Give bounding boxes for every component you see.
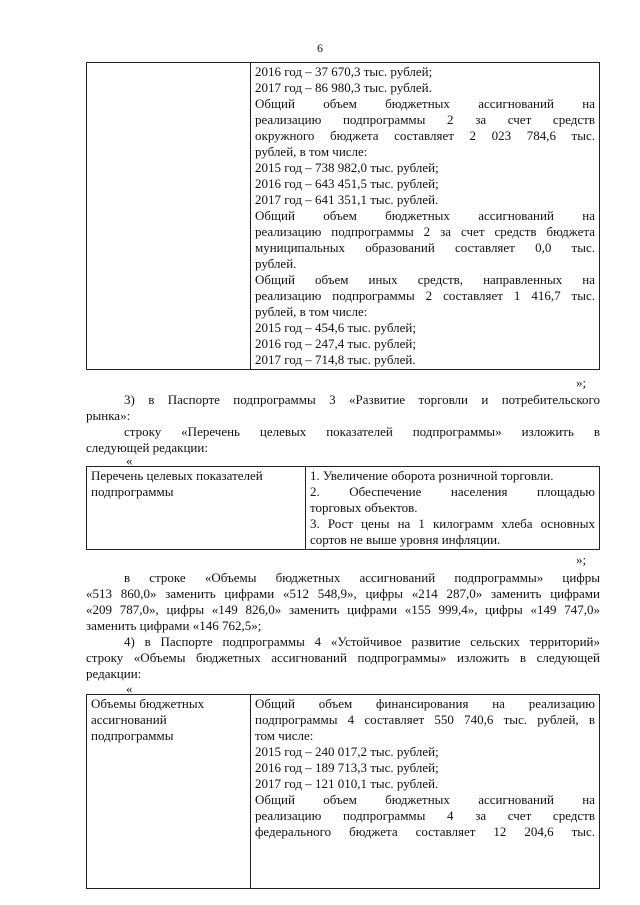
table-row bbox=[87, 63, 600, 370]
paragraph-line: строку «Объемы бюджетных ассигнований подпрограммы» изложить в следующей bbox=[86, 650, 600, 665]
text-line: реализацию подпрограммы 2 составляет 1 416,7 тыс. bbox=[255, 288, 595, 303]
text-line: рублей, в том числе: bbox=[255, 144, 368, 159]
closing-quote-mark: »; bbox=[576, 552, 587, 567]
table-cell-funding-text bbox=[251, 695, 600, 889]
text-line: 2016 год – 189 713,3 тыс. рублей; bbox=[255, 760, 439, 775]
text-line: 2017 год – 121 010,1 тыс. рублей. bbox=[255, 776, 439, 791]
table-cell-indicators bbox=[306, 467, 600, 550]
text-line: муниципальных образований составляет 0,0 тыс. bbox=[255, 240, 595, 255]
paragraph-line: «209 787,0», цифры «149 826,0» заменить цифрами «155 999,4», цифры «149 747,0» bbox=[86, 602, 600, 617]
text-line: 2017 год – 641 351,1 тыс. рублей. bbox=[255, 192, 439, 207]
paragraph-item-4 bbox=[86, 634, 600, 682]
text-line: 2016 год – 37 670,3 тыс. рублей; bbox=[255, 64, 433, 79]
text-line: 2016 год – 643 451,5 тыс. рублей; bbox=[255, 176, 439, 191]
table-row bbox=[87, 467, 600, 550]
paragraph-line: 4) в Паспорте подпрограммы 4 «Устойчивое развитие сельских территорий» bbox=[124, 634, 600, 649]
paragraph-line: редакции: bbox=[86, 666, 142, 681]
text-line: Общий объем бюджетных ассигнований на bbox=[255, 208, 595, 223]
table-row bbox=[87, 695, 600, 889]
opening-quote-mark: « bbox=[126, 453, 133, 468]
table-target-indicators bbox=[86, 466, 600, 550]
text-line: 2017 год – 714,8 тыс. рублей. bbox=[255, 352, 416, 367]
paragraph-line: 3) в Паспорте подпрограммы 3 «Развитие торговли и потребительского bbox=[124, 392, 600, 407]
page-number: 6 bbox=[317, 41, 323, 55]
text-line: торговых объектов. bbox=[310, 500, 418, 515]
text-line: 3. Рост цены на 1 килограмм хлеба основных bbox=[310, 516, 595, 531]
text-line: Общий объем бюджетных ассигнований на bbox=[255, 792, 595, 807]
text-line: рублей, в том числе: bbox=[255, 304, 368, 319]
table-subprogram-4-funding bbox=[86, 694, 600, 889]
text-line: 1. Увеличение оборота розничной торговли. bbox=[310, 468, 554, 483]
paragraph-item-3 bbox=[86, 392, 600, 424]
text-line: реализацию подпрограммы 2 за счет средств bbox=[255, 112, 595, 127]
opening-quote-mark: « bbox=[126, 681, 133, 696]
paragraph-line: «513 860,0» заменить цифрами «512 548,9», цифры «214 287,0» заменить цифрами bbox=[86, 586, 600, 601]
text-line: реализацию подпрограммы 4 за счет средств bbox=[255, 808, 595, 823]
text-line: 2016 год – 247,4 тыс. рублей; bbox=[255, 336, 416, 351]
text-line: Общий объем иных средств, направленных на bbox=[255, 272, 595, 287]
text-line: 2017 год – 86 980,3 тыс. рублей. bbox=[255, 80, 432, 95]
text-line: Перечень целевых показателей bbox=[91, 468, 263, 483]
text-line: 2. Обеспечение населения площадью bbox=[310, 484, 595, 499]
text-line: подпрограммы bbox=[91, 728, 174, 743]
table-subprogram-2-funding bbox=[86, 62, 600, 370]
text-line: подпрограммы 4 составляет 550 740,6 тыс. рублей, в bbox=[255, 712, 595, 727]
paragraph-replace-figures bbox=[86, 570, 600, 634]
closing-quote-mark: »; bbox=[576, 375, 587, 390]
text-line: Общий объем финансирования на реализацию bbox=[255, 696, 595, 711]
table-cell-empty bbox=[87, 63, 251, 370]
text-line: Общий объем бюджетных ассигнований на bbox=[255, 96, 595, 111]
paragraph-line: заменить цифрами «146 762,5»; bbox=[86, 618, 262, 633]
text-line: 2015 год – 240 017,2 тыс. рублей; bbox=[255, 744, 439, 759]
text-line: ассигнований bbox=[91, 712, 167, 727]
text-line: 2015 год – 454,6 тыс. рублей; bbox=[255, 320, 416, 335]
table-cell-label bbox=[87, 695, 251, 889]
paragraph-line: рынка»: bbox=[86, 408, 131, 423]
table-cell-label bbox=[87, 467, 306, 550]
text-line: федерального бюджета составляет 12 204,6 тыс. bbox=[255, 824, 595, 839]
text-line: сортов не выше уровня инфляции. bbox=[310, 532, 501, 547]
paragraph-line: следующей редакции: bbox=[86, 440, 208, 455]
text-line: подпрограммы bbox=[91, 484, 174, 499]
text-line: Объемы бюджетных bbox=[91, 696, 205, 711]
text-line: реализацию подпрограммы 2 за счет средств бюджета bbox=[255, 224, 595, 239]
text-line: рублей. bbox=[255, 256, 297, 271]
table-cell-funding-text bbox=[251, 63, 600, 370]
text-line: окружного бюджета составляет 2 023 784,6 тыс. bbox=[255, 128, 595, 143]
paragraph-item-3-row bbox=[86, 424, 600, 456]
paragraph-line: строку «Перечень целевых показателей подпрограммы» изложить в bbox=[124, 424, 600, 439]
paragraph-line: в строке «Объемы бюджетных ассигнований подпрограммы» цифры bbox=[124, 570, 600, 585]
text-line: 2015 год – 738 982,0 тыс. рублей; bbox=[255, 160, 439, 175]
text-line: том числе: bbox=[255, 728, 314, 743]
